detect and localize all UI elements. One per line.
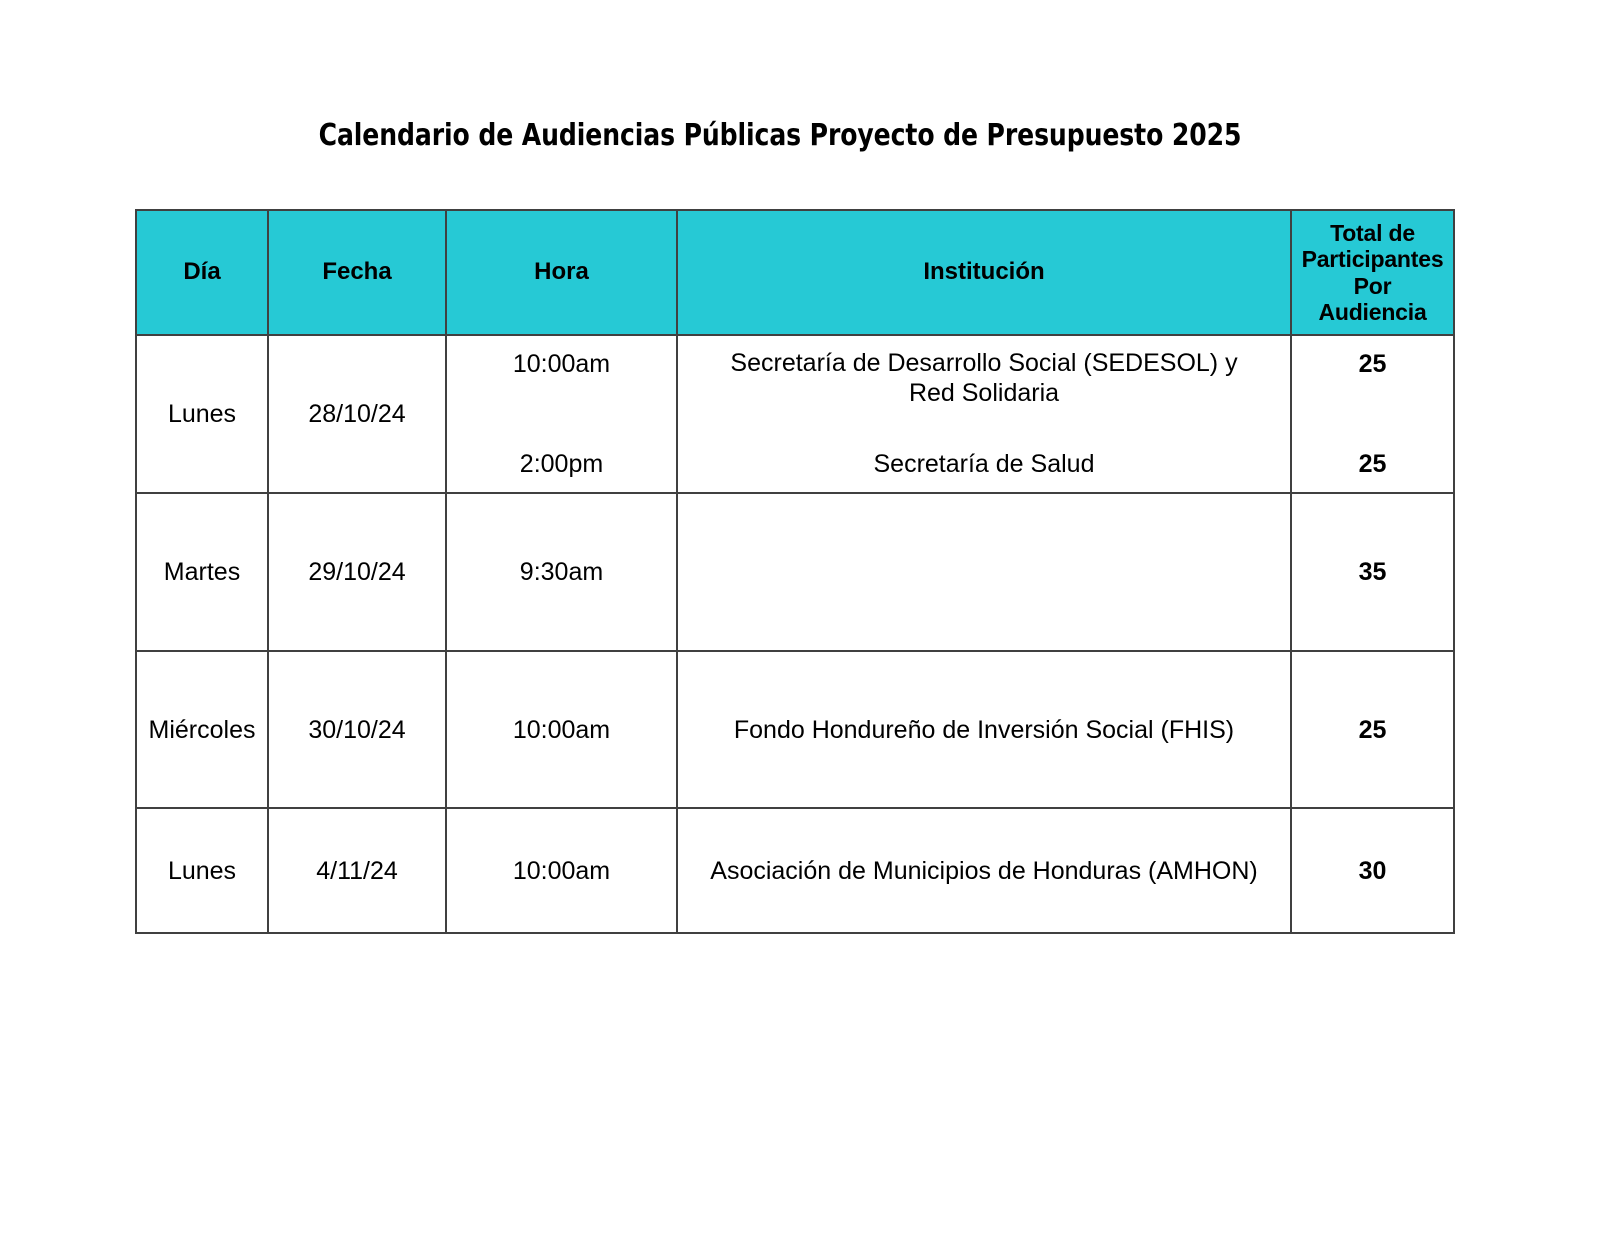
cell-dia: Lunes <box>136 335 268 493</box>
column-header-institucion: Institución <box>677 210 1291 335</box>
cell-institucion-second: Secretaría de Salud <box>873 450 1095 478</box>
cell-total-second: 25 <box>1358 450 1387 478</box>
cell-hora-second: 2:00pm <box>519 450 604 478</box>
header-row <box>136 210 1454 335</box>
total-header-line-1: Total de <box>1330 220 1415 247</box>
cell-dia: Martes <box>136 493 268 651</box>
cell-hora <box>446 335 677 493</box>
table-header <box>136 210 1454 335</box>
column-header-total-participantes <box>1291 210 1454 335</box>
cell-fecha: 29/10/24 <box>268 493 446 651</box>
cell-hora-first: 10:00am <box>512 350 611 378</box>
total-header-line-4: Audiencia <box>1318 298 1427 325</box>
cell-dia: Lunes <box>136 808 268 933</box>
cell-total-first: 25 <box>1358 350 1387 378</box>
institucion-line-2: Red Solidaria <box>908 378 1060 407</box>
table-row <box>136 651 1454 808</box>
cell-total-participantes: 30 <box>1291 808 1454 933</box>
cell-hora: 10:00am <box>446 808 677 933</box>
column-header-hora: Hora <box>446 210 677 335</box>
cell-total-participantes: 25 <box>1291 651 1454 808</box>
schedule-table <box>135 209 1455 934</box>
cell-institucion <box>677 335 1291 493</box>
cell-dia: Miércoles <box>136 651 268 808</box>
cell-institucion: Fondo Hondureño de Inversión Social (FHIS) <box>677 651 1291 808</box>
cell-institucion: Asociación de Municipios de Honduras (AMHON) <box>677 808 1291 933</box>
institucion-line-1: Secretaría de Desarrollo Social (SEDESOL) y <box>730 349 1238 377</box>
cell-institucion <box>677 493 1291 651</box>
cell-total-participantes <box>1291 335 1454 493</box>
table-row <box>136 335 1454 493</box>
column-header-dia: Día <box>136 210 268 335</box>
schedule-table-container <box>135 209 1453 930</box>
table-body <box>136 335 1454 933</box>
total-header-line-2: Participantes <box>1301 246 1444 273</box>
page-title: Calendario de Audiencias Públicas Proyecto de Presupuesto 2025 <box>318 118 1242 153</box>
cell-hora: 10:00am <box>446 651 677 808</box>
total-header-line-3: Por <box>1353 272 1392 299</box>
table-row <box>136 493 1454 651</box>
cell-fecha: 30/10/24 <box>268 651 446 808</box>
cell-fecha: 28/10/24 <box>268 335 446 493</box>
cell-total-participantes: 35 <box>1291 493 1454 651</box>
column-header-fecha: Fecha <box>268 210 446 335</box>
table-row <box>136 808 1454 933</box>
cell-hora: 9:30am <box>446 493 677 651</box>
cell-institucion-first <box>678 349 1290 408</box>
cell-fecha: 4/11/24 <box>268 808 446 933</box>
